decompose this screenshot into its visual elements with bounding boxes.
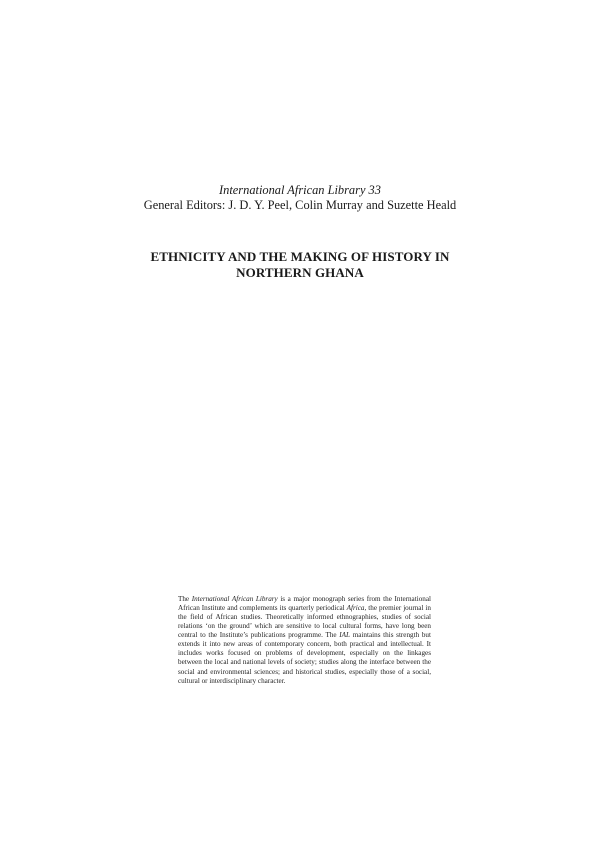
blurb-text-4: maintains this strength but extends it into new areas of contemporary concern, both practical and intellectual. It includes works focused on problems of development, especially on the linkages between the local and national levels of society; studies along the interface between the social and environmental sciences; and historical studies, especially those of a social, cultural or interdisciplinary character. (178, 631, 431, 685)
general-editors: General Editors: J. D. Y. Peel, Colin Murray and Suzette Heald (143, 198, 457, 212)
blurb-series-abbr: IAL (339, 631, 351, 640)
title-line-1: ETHNICITY AND THE MAKING OF HISTORY IN (150, 249, 450, 264)
blurb-journal-name: Africa, (346, 604, 367, 613)
title-line-2: NORTHERN GHANA (236, 265, 364, 280)
blurb-series-name: International African Library (191, 595, 278, 604)
series-info (0, 183, 600, 213)
blurb-text-2: is a major monograph series from the International African Institute and complements its quarterly periodical (178, 595, 431, 613)
blurb-text-1: The (178, 595, 192, 604)
series-description (178, 595, 431, 685)
series-name: International African Library 33 (219, 183, 381, 197)
book-title (0, 249, 600, 281)
blurb-text-3: the premier journal in the field of African studies. Theoretically informed ethnographies, studies of social relations ‘on the ground’ which are sensitive to local cultural forms, have long been central to the Institute’s publications programme. The (178, 604, 431, 640)
